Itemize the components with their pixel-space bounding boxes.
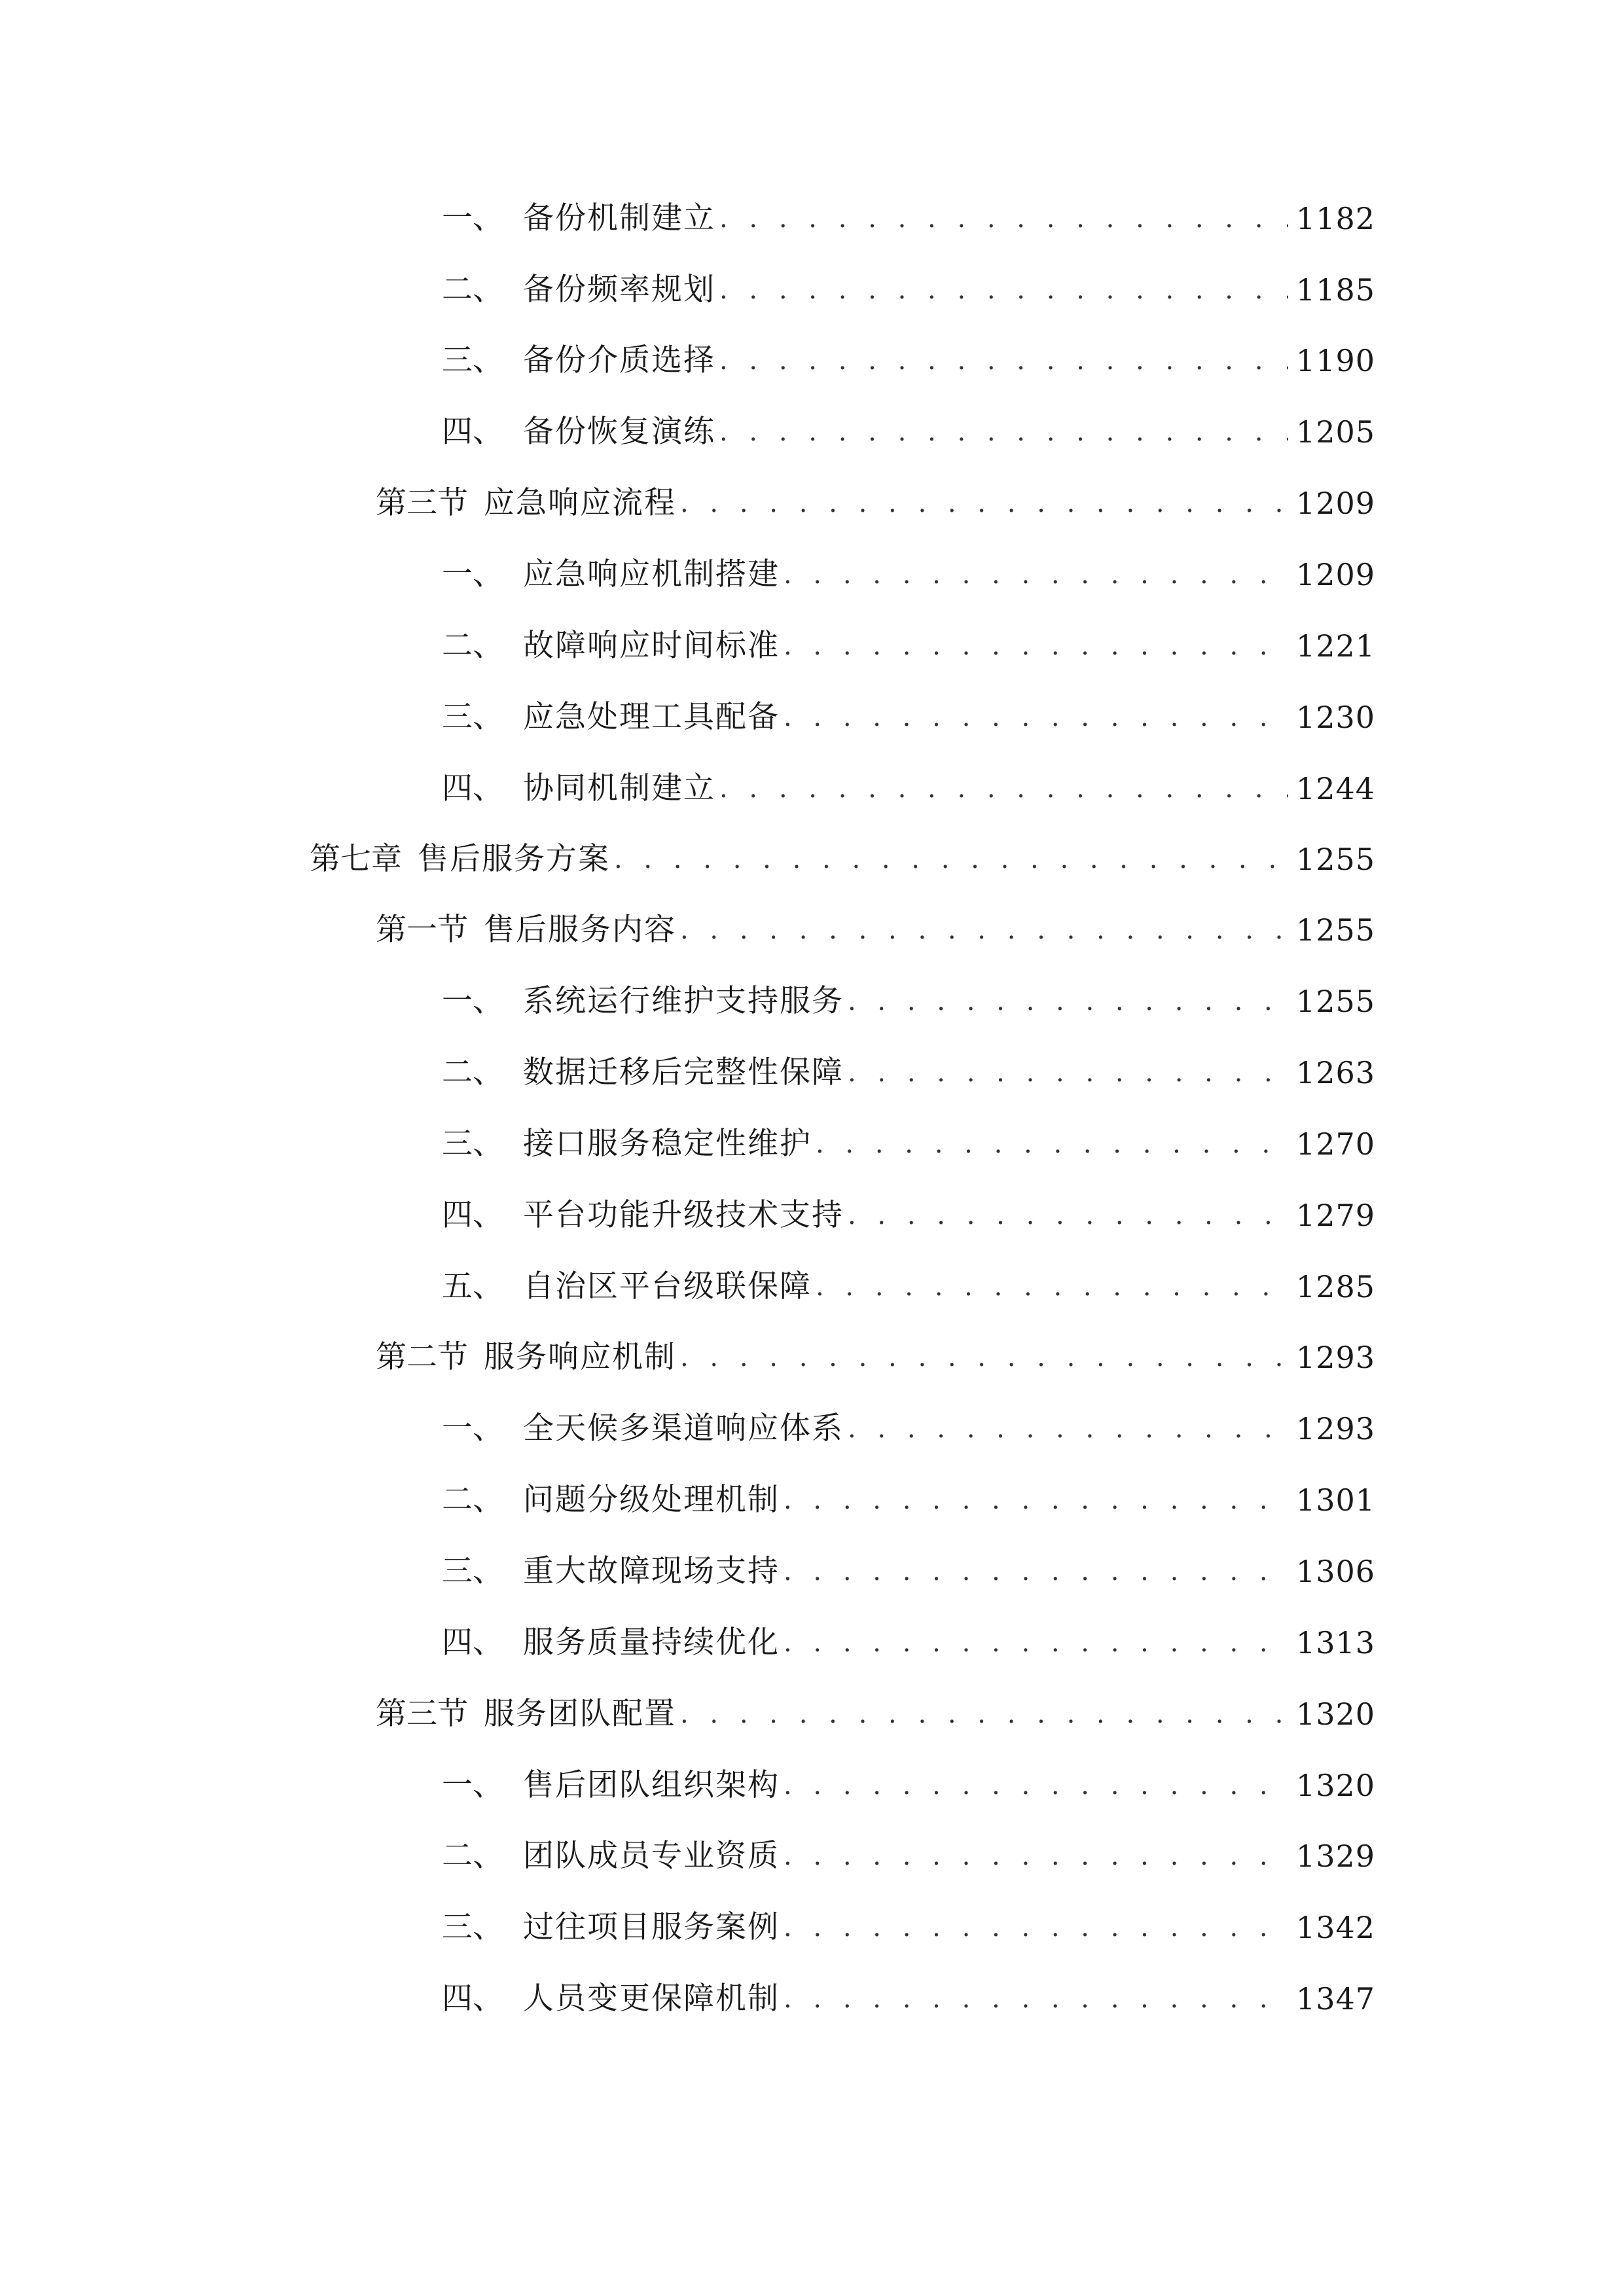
toc-entry-page: 1255 [1295,842,1375,877]
toc-entry-number: 四、 [442,414,503,450]
toc-entry-number: 第一节 [376,912,468,948]
toc-entry[interactable] [442,620,1375,672]
toc-entry-page: 1205 [1295,414,1375,450]
toc-dot-leader [784,1474,1288,1526]
toc-entry-title: 重大故障现场支持 [523,1553,780,1589]
toc-entry[interactable] [442,1047,1375,1099]
toc-entry-page: 1285 [1295,1269,1375,1304]
toc-dot-leader [614,833,1288,886]
toc-dot-leader [784,691,1288,744]
toc-entry-number: 三、 [442,342,503,378]
toc-entry-page: 1329 [1295,1839,1375,1874]
toc-entry[interactable] [442,334,1375,387]
toc-entry-chapter[interactable] [310,833,1375,886]
toc-entry[interactable] [442,1261,1375,1313]
toc-entry-title: 备份介质选择 [523,342,715,378]
toc-entry-title: 平台功能升级技术支持 [523,1197,844,1233]
toc-dot-leader [784,1901,1288,1954]
toc-entry-title: 全天候多渠道响应体系 [523,1410,844,1446]
toc-entry[interactable] [442,1189,1375,1242]
toc-entry-page: 1320 [1295,1696,1375,1732]
toc-entry-title: 备份恢复演练 [523,414,715,450]
toc-entry-title: 应急响应流程 [484,485,676,521]
toc-entry-number: 二、 [442,1838,503,1874]
toc-entry-page: 1279 [1295,1198,1375,1233]
toc-entry-number: 四、 [442,1981,503,2017]
toc-dot-leader [719,406,1288,458]
toc-entry-title: 过往项目服务案例 [523,1909,780,1945]
toc-dot-leader [848,975,1288,1028]
toc-entry-number: 二、 [442,1482,503,1518]
toc-entry-title: 自治区平台级联保障 [523,1268,812,1304]
toc-entry[interactable] [442,1759,1375,1812]
toc-entry[interactable] [442,1617,1375,1669]
toc-dot-leader [784,1830,1288,1882]
toc-entry-number: 四、 [442,770,503,806]
toc-entry-title: 团队成员专业资质 [523,1838,780,1874]
toc-entry-number: 第三节 [376,1696,468,1732]
toc-entry[interactable] [442,762,1375,815]
toc-entry-title: 数据迁移后完整性保障 [523,1054,844,1090]
toc-entry[interactable] [442,1830,1375,1882]
toc-entry-page: 1293 [1295,1340,1375,1375]
toc-entry-title: 备份频率规划 [523,272,715,308]
toc-entry-title: 故障响应时间标准 [523,628,780,664]
toc-entry-page: 1209 [1295,486,1375,521]
toc-entry[interactable] [442,1474,1375,1526]
toc-entry-section[interactable] [376,1688,1375,1740]
toc-entry-page: 1221 [1295,628,1375,664]
toc-entry-title: 售后服务方案 [418,841,610,877]
toc-entry[interactable] [442,1973,1375,2025]
toc-entry-section[interactable] [376,904,1375,956]
toc-entry-page: 1320 [1295,1768,1375,1803]
toc-dot-leader [719,334,1288,387]
toc-entry-number: 三、 [442,1553,503,1589]
toc-entry-number: 二、 [442,628,503,664]
toc-entry-page: 1255 [1295,912,1375,948]
toc-entry[interactable] [442,1545,1375,1598]
toc-entry[interactable] [442,1118,1375,1170]
toc-dot-leader [784,1759,1288,1812]
toc-entry-page: 1182 [1295,201,1375,236]
toc-entry-title: 售后服务内容 [484,912,676,948]
toc-entry-page: 1263 [1295,1055,1375,1090]
toc-entry-title: 服务质量持续优化 [523,1624,780,1660]
toc-dot-leader [680,904,1288,956]
toc-entry-title: 接口服务稳定性维护 [523,1126,812,1162]
toc-entry[interactable] [442,548,1375,601]
toc-entry-page: 1306 [1295,1554,1375,1589]
toc-dot-leader [719,192,1288,245]
toc-entry-number: 第七章 [310,841,402,877]
toc-entry-title: 服务响应机制 [484,1339,676,1375]
toc-entry-page: 1190 [1295,343,1375,378]
toc-entry[interactable] [442,691,1375,744]
toc-entry-number: 第二节 [376,1339,468,1375]
toc-dot-leader [816,1261,1288,1313]
toc-entry[interactable] [442,1901,1375,1954]
toc-dot-leader [784,620,1288,672]
toc-entry-page: 1342 [1295,1910,1375,1945]
toc-entry[interactable] [442,975,1375,1028]
toc-entry-number: 四、 [442,1197,503,1233]
toc-entry-number: 三、 [442,1909,503,1945]
toc-dot-leader [784,1617,1288,1669]
toc-dot-leader [784,548,1288,601]
toc-entry-page: 1255 [1295,984,1375,1019]
toc-entry-title: 应急处理工具配备 [523,699,780,735]
toc-entry-page: 1293 [1295,1411,1375,1446]
toc-entry-number: 二、 [442,272,503,308]
toc-entry-number: 一、 [442,200,503,236]
toc-entry-title: 售后团队组织架构 [523,1767,780,1803]
toc-entry-page: 1244 [1295,771,1375,806]
toc-dot-leader [848,1047,1288,1099]
toc-entry-page: 1230 [1295,700,1375,735]
toc-dot-leader [719,762,1288,815]
toc-entry-number: 二、 [442,1054,503,1090]
toc-entry-section[interactable] [376,1331,1375,1384]
toc-entry-number: 一、 [442,1410,503,1446]
toc-dot-leader [848,1403,1288,1455]
toc-dot-leader [848,1189,1288,1242]
toc-entry-number: 五、 [442,1268,503,1304]
toc-entry-title: 协同机制建立 [523,770,715,806]
toc-entry-number: 第三节 [376,485,468,521]
toc-entry[interactable] [442,192,1375,245]
toc-entry-page: 1301 [1295,1482,1375,1518]
toc-entry-number: 三、 [442,699,503,735]
toc-dot-leader [816,1118,1288,1170]
toc-dot-leader [680,477,1288,529]
toc-dot-leader [680,1688,1288,1740]
toc-entry-title: 服务团队配置 [484,1696,676,1732]
toc-dot-leader [680,1331,1288,1384]
toc-entry-section[interactable] [376,477,1375,529]
toc-entry-page: 1185 [1295,272,1375,308]
toc-entry-number: 一、 [442,983,503,1019]
toc-entry-number: 一、 [442,1767,503,1803]
toc-entry-title: 问题分级处理机制 [523,1482,780,1518]
toc-entry-page: 1347 [1295,1981,1375,2017]
toc-entry[interactable] [442,1403,1375,1455]
toc-dot-leader [719,264,1288,316]
toc-entry-title: 系统运行维护支持服务 [523,983,844,1019]
toc-entry[interactable] [442,264,1375,316]
toc-entry-page: 1313 [1295,1625,1375,1660]
toc-entry-number: 一、 [442,556,503,592]
toc-entry-page: 1270 [1295,1126,1375,1162]
toc-entry-number: 四、 [442,1624,503,1660]
toc-entry[interactable] [442,406,1375,458]
toc-entry-title: 人员变更保障机制 [523,1981,780,2017]
toc-entry-page: 1209 [1295,557,1375,592]
toc-entry-number: 三、 [442,1126,503,1162]
toc-dot-leader [784,1973,1288,2025]
toc-entry-title: 备份机制建立 [523,200,715,236]
toc-entry-title: 应急响应机制搭建 [523,556,780,592]
toc-dot-leader [784,1545,1288,1598]
